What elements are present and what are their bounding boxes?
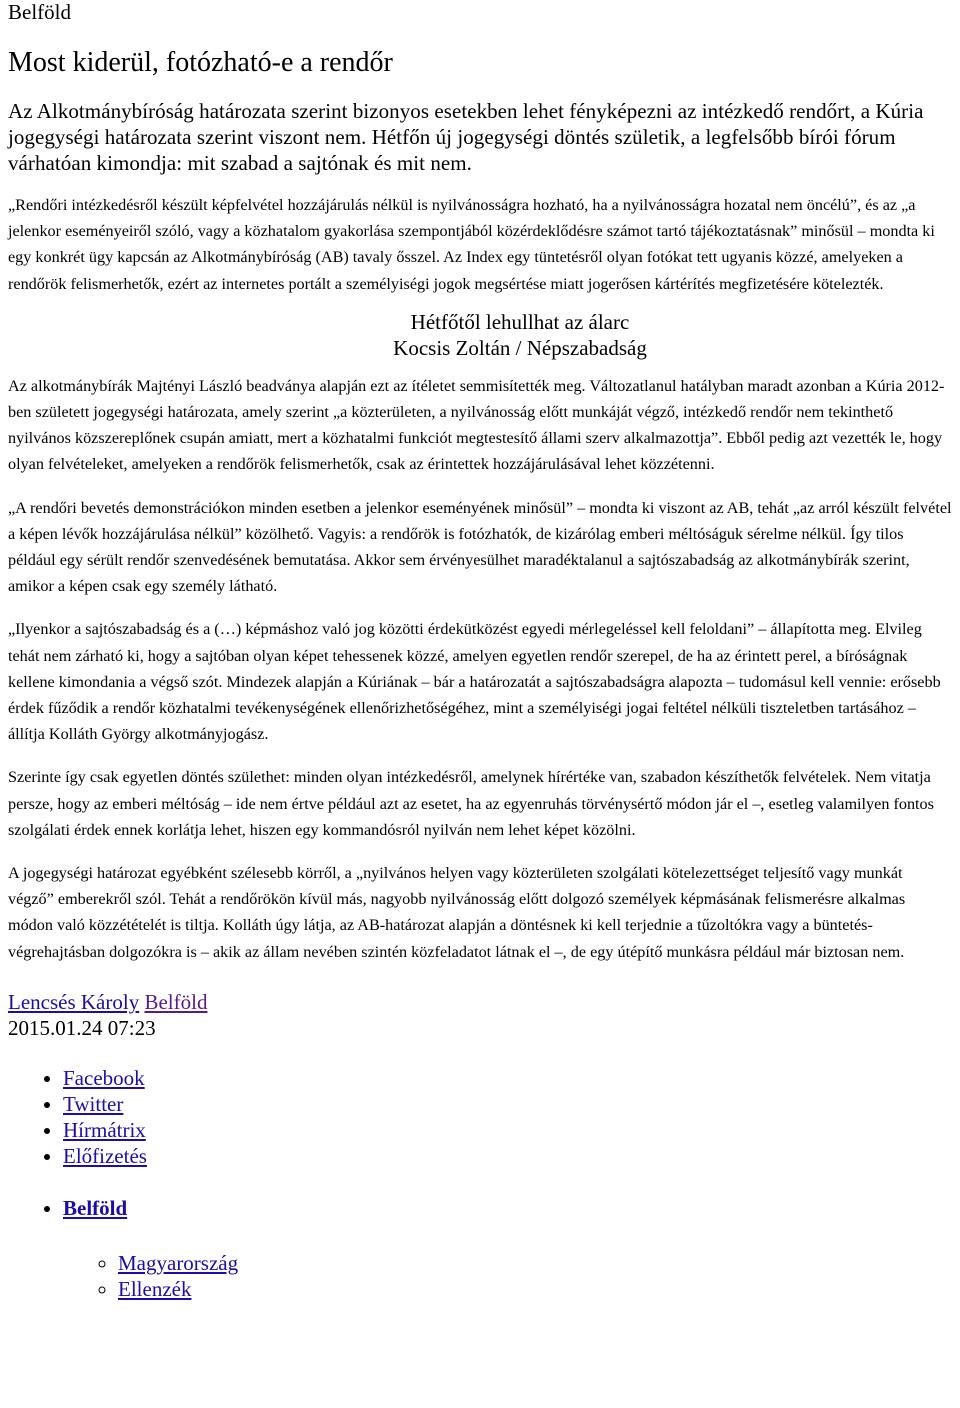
share-item bbox=[63, 1091, 952, 1117]
photo-caption: Hétfőtől lehullhat az álarc bbox=[410, 309, 630, 334]
twitter-link[interactable]: Twitter bbox=[63, 1091, 124, 1116]
facebook-link[interactable]: Facebook bbox=[63, 1065, 145, 1090]
section-label: Belföld bbox=[8, 0, 71, 24]
article-paragraph-6: A jogegységi határozat egyébként szélesebb körről, a „nyilvános helyen vagy közterületen szolgálati kötelezettséget teljesítő vagy munkát végző” emberekről szól. Tehát a rendőrökön kívül más, nagyobb nyilvánosság előtt dolgozó személyek képmásának felismerésre alkalmas módon való közzétételét is tiltja. Kolláth úgy látja, az AB-határozat alapján a döntésnek ki kell terjednie a tűzoltókra vagy a büntetés-végrehajtásban dolgozókra is – akik az állam nevében szintén közfeladatot látnak el –, de egy útépítő munkásra például már biztosan nem. bbox=[8, 864, 906, 961]
share-item bbox=[63, 1065, 952, 1091]
share-item bbox=[63, 1143, 952, 1169]
article-paragraph-4: „Ilyenkor a sajtószabadság és a (…) képmáshoz való jog közötti érdekütközést egyedi mérlegeléssel kell feloldani” – állapította meg. Elvileg tehát nem zárható ki, hogy a sajtóban olyan képet tehessenek közzé, amelyen egyetlen rendőr szerepel, de ha az érintett perel, a bíróságnak kellene kimondania a végső szót. Mindezek alapján a Kúriának – bár a határozatát a sajtószabadságra alapozta – tudomásul kell vennie: erősebb érdek fűződik a rendőr közhatalmi tevékenységének ellenőrizhetőségéhez, mint a személyiségi jogai feltétel nélküli tiszteletben tartásához – állítja Kolláth György alkotmányjogász. bbox=[8, 620, 941, 744]
hirmatrix-link[interactable]: Hírmátrix bbox=[63, 1117, 146, 1142]
article-title: Most kiderül, fotózható-e a rendőr bbox=[8, 47, 393, 78]
article-paragraph-3: „A rendőri bevetés demonstrációkon minden esetben a jelenkor eseményének minősül” – mondta ki viszont az AB, tehát „az arról készült felvétel a képen lévők hozzájárulása nélkül” közölhető. Vagyis: a rendőrök is fotózhatók, de kizárólag emberi méltóságuk sérelme nélkül. Így tilos például egy sérült rendőr szenvedésének bemutatása. Akkor sem érvényesülhet maradéktalanul a sajtószabadság az alkotmánybírák szerint, amikor a képen csak egy személy látható. bbox=[8, 498, 952, 596]
nav-link-belfold[interactable]: Belföld bbox=[63, 1195, 128, 1220]
share-list bbox=[8, 1065, 952, 1169]
subscription-link[interactable]: Előfizetés bbox=[63, 1143, 147, 1168]
article-meta bbox=[8, 989, 952, 1041]
article-paragraph-1: „Rendőri intézkedésről készült képfelvétel hozzájárulás nélkül is nyilvánosságra hozható, ha a nyilvánosságra hozatal nem öncélú”, és az „a jelenkor eseményeiről szóló, vagy a közhatalom gyakorlása szempontjából közérdeklődésre számot tartó tájékoztatásnak” minősül – mondta ki egy konkrét ügy kapcsán az Alkotmánybíróság (AB) tavaly ősszel. Az Index egy tüntetésről olyan fotókat tett ugyanis közzé, amelyeken a rendőrök felismerhetők, ezért az internetes portált a személyiségi jogok megsértése miatt jogerősen kártérítés megfizetésére kötelezték. bbox=[8, 196, 935, 293]
subnav-item bbox=[118, 1276, 952, 1302]
publish-date: 2015.01.24 07:23 bbox=[8, 1015, 156, 1040]
category-link[interactable]: Belföld bbox=[144, 989, 208, 1014]
article-lead: Az Alkotmánybíróság határozata szerint bizonyos esetekben lehet fényképezni az intézkedő rendőrt, a Kúria jogegységi határozata szerint viszont nem. Hétfőn új jogegységi döntés születik, a legfelsőbb bírói fórum várhatóan kimondja: mit szabad a sajtónak és mit nem. bbox=[8, 99, 924, 175]
subnav-item bbox=[118, 1250, 952, 1276]
article-paragraph-5: Szerinte így csak egyetlen döntés születhet: minden olyan intézkedésről, amelynek hírértéke van, szabadon készíthetők felvételek. Nem vitatja persze, hogy az emberi méltóság – ide nem értve például azt az esetet, ha az egyenruhás törvénysértő módon jár el –, esetleg valamilyen fontos szolgálati érdek ennek korlátja lehet, hiszen egy kommandósról nyilván nem lehet képet közölni. bbox=[8, 768, 934, 839]
share-item bbox=[63, 1117, 952, 1143]
nav-item-belfold bbox=[63, 1195, 952, 1302]
photo-caption-block bbox=[88, 309, 952, 361]
article-paragraph-2: Az alkotmánybírák Majtényi László beadványa alapján ezt az ítéletet semmisítették meg. Változatlanul hatályban maradt azonban a Kúria 2012-ben született jogegységi határozata, amely szerint „a közterületen, a nyilvánosság előtt munkáját végző, intézkedő rendőr nem tekinthető nyilvános közszereplőnek csupán amiatt, mert a közhatalmi funkciót megtestesítő állami szerv alkalmazottja”. Ebből pedig azt vezették le, hogy olyan felvételeket, amelyeken a rendőrök felismerhetők, csak az érintettek hozzájárulásával lehet közzétenni. bbox=[8, 376, 945, 474]
subnav-list bbox=[63, 1250, 952, 1302]
photo-credit: Kocsis Zoltán / Népszabadság bbox=[393, 335, 647, 360]
section-nav bbox=[8, 1195, 952, 1302]
author-link[interactable]: Lencsés Károly bbox=[8, 989, 140, 1014]
subnav-link-magyarorszag[interactable]: Magyarország bbox=[118, 1250, 239, 1275]
subnav-link-ellenzek[interactable]: Ellenzék bbox=[118, 1276, 192, 1301]
